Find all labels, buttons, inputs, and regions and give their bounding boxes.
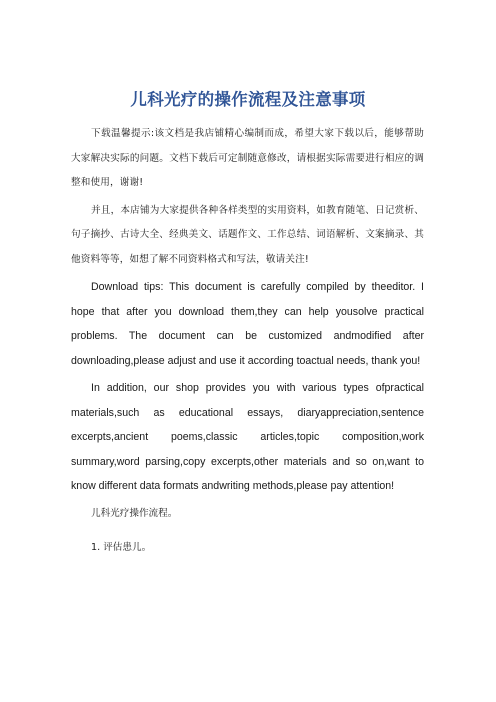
- document-title: 儿科光疗的操作流程及注意事项: [130, 90, 366, 109]
- step-item: 1. 评估患儿。: [91, 542, 152, 553]
- document-body: [71, 122, 424, 571]
- shop-notice-paragraph-cn: 并且，本店铺为大家提供各种各样类型的实用资料，如教育随笔、日记赏析、句子摘抄、古诗大全、经典美文、话题作文、工作总结、词语解析、文案摘录、其他资料等等，如想了解不同资料格式和写法，敬请关注!: [71, 204, 424, 265]
- download-tip-paragraph-cn: 下载温馨提示:该文档是我店铺精心编制而成，希望大家下载以后，能够帮助大家解决实际的问题。文档下载后可定制随意修改，请根据实际需要进行相应的调整和使用，谢谢!: [71, 128, 424, 188]
- section-heading: 儿科光疗操作流程。: [91, 507, 178, 519]
- download-tip-paragraph-en: Download tips: This document is carefully compiled by theeditor. I hope that after you download them,they can help yousolve practical problems. The document can be customized andmodified after downloading,please adjust and use it according toactual needs, thank you!: [71, 281, 424, 367]
- shop-notice-paragraph-en: In addition, our shop provides you with various types ofpractical materials,such as educational essays, diaryappreciation,sentence excerpts,ancient poems,classic articles,topic composition,work summary,word parsing,copy excerpts,other materials and so on,want to know different data formats andwriting methods,please pay attention!: [71, 382, 424, 492]
